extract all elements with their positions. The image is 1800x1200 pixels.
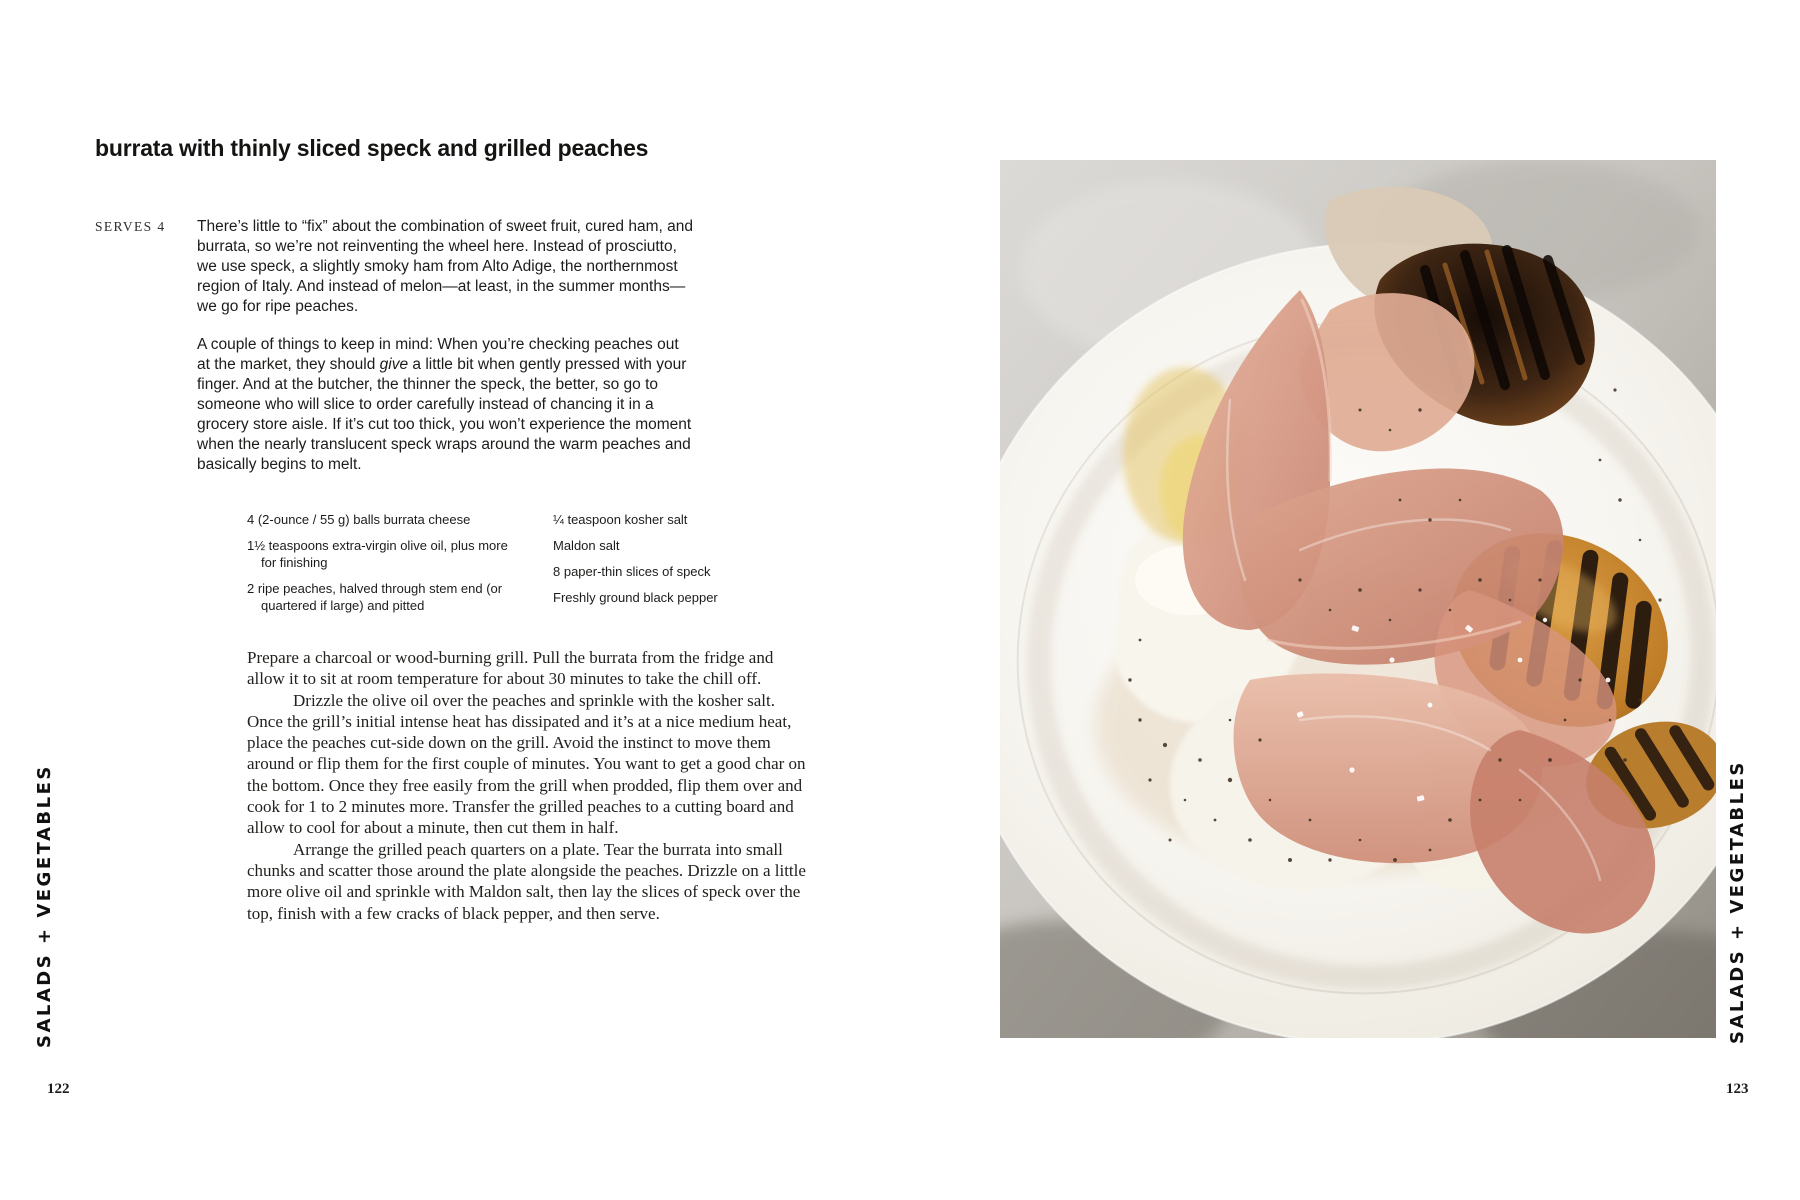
intro-paragraph-1 (197, 217, 694, 317)
intro-paragraph-2 (197, 335, 694, 475)
recipe-intro (197, 217, 694, 475)
ingredient-column-2 (553, 511, 773, 615)
section-tab-right: SALADS + VEGETABLES (1727, 760, 1748, 1044)
ingredient-item: 1½ teaspoons extra-virgin olive oil, plus more for finishing (247, 538, 508, 570)
ingredient-item: 2 ripe peaches, halved through stem end (or quartered if large) and pitted (247, 581, 503, 613)
intro-paragraph-2-emphasis: give (379, 356, 409, 373)
step-paragraph-1: Prepare a charcoal or wood-burning grill. Pull the burrata from the fridge and allow it to sit at room temperature for about 30 minutes to take the chill off. (247, 648, 774, 689)
ingredient-item: Freshly ground black pepper (553, 590, 718, 605)
page-number-right: 123 (1726, 1081, 1749, 1097)
ingredient-item: 8 paper-thin slices of speck (553, 564, 711, 579)
recipe-photo (1000, 160, 1716, 1038)
intro-paragraph-2-tail: a little bit when gently pressed with your finger. And at the butcher, the thinner the speck, the better, so go to someone who will slice to order carefully instead of chancing it in a grocery store aisle. If it’s cut too thick, you won’t experience the moment when the nearly translucent speck wraps around the warm peaches and basically begins to melt. (197, 356, 692, 473)
recipe-steps (247, 647, 812, 924)
intro-paragraph-2-lead: A couple of things to keep in mind: When you’re checking peaches out at the market, they should (197, 336, 679, 373)
page-number-left: 122 (47, 1081, 70, 1097)
ingredient-item: Maldon salt (553, 538, 620, 553)
serves-label: SERVES 4 (95, 219, 166, 234)
ingredient-item: 4 (2-ounce / 55 g) balls burrata cheese (247, 512, 471, 527)
section-tab-left: SALADS + VEGETABLES (34, 764, 55, 1048)
ingredient-item: ¼ teaspoon kosher salt (553, 512, 688, 527)
recipe-photo-illustration (1000, 160, 1716, 1038)
step-paragraph-2: Drizzle the olive oil over the peaches and sprinkle with the kosher salt. Once the grill’s initial intense heat has dissipated and it’s at a nice medium heat, place the peaches cut-side down on the grill. Avoid the instinct to move them around or flip them for the first couple of minutes. You want to get a good char on the bottom. Once they free easily from the grill when prodded, flip them over and cook for 1 to 2 minutes more. Transfer the grilled peaches to a cutting board and allow to cool for about a minute, then cut them in half. (247, 690, 806, 838)
intro-paragraph-1-text: There’s little to “fix” about the combination of sweet fruit, cured ham, and burrata, so we’re not reinventing the wheel here. Instead of prosciutto, we use speck, a slightly smoky ham from Alto Adige, the northernmost region of Italy. And instead of melon—at least, in the summer months—we go for ripe peaches. (197, 218, 693, 315)
step-paragraph-3: Arrange the grilled peach quarters on a plate. Tear the burrata into small chunks and scatter those around the plate alongside the peaches. Drizzle on a little more olive oil and sprinkle with Maldon salt, then lay the slices of speck over the top, finish with a few cracks of black pepper, and then serve. (247, 839, 806, 923)
recipe-title: burrata with thinly sliced speck and grilled peaches (95, 135, 649, 162)
ingredient-column-1 (247, 511, 509, 623)
